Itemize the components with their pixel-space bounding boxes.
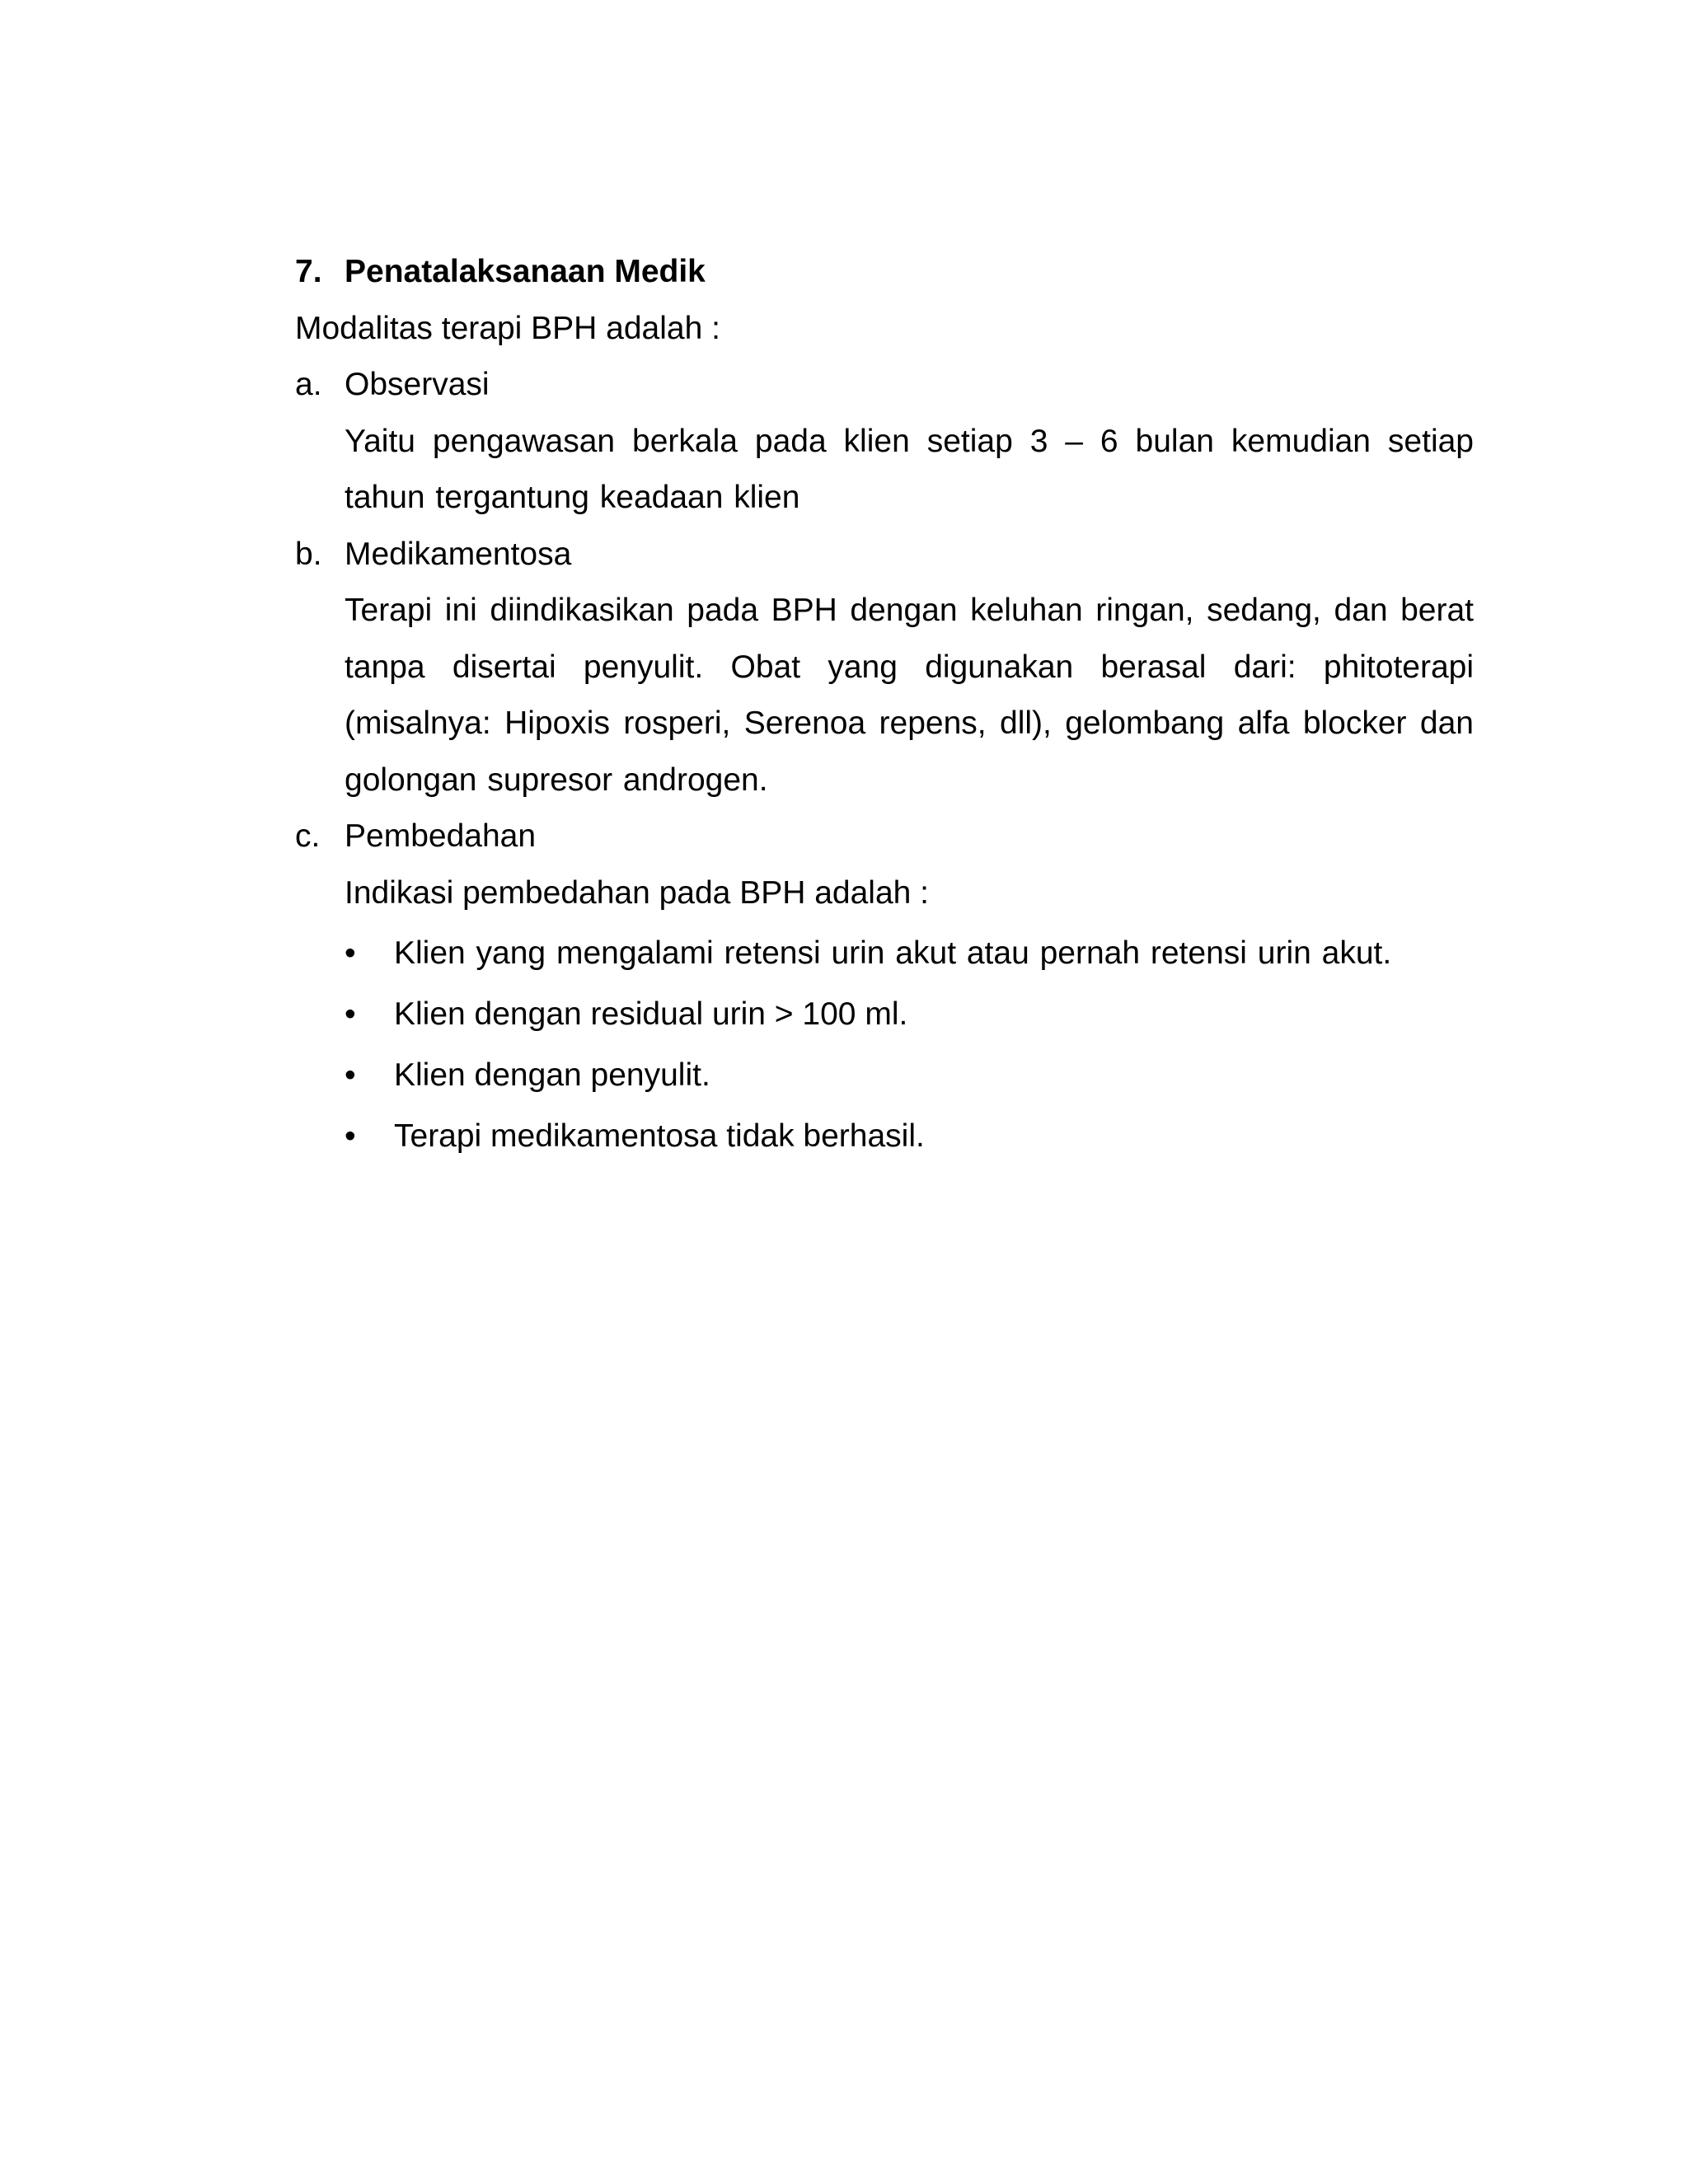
bullet-icon: • — [345, 1118, 356, 1154]
section-number: 7. — [295, 254, 322, 289]
bullet-icon: • — [345, 1057, 356, 1093]
bullet-icon: • — [345, 996, 356, 1032]
item-b-letter: b. — [295, 536, 322, 572]
item-a-letter: a. — [295, 367, 322, 402]
bullet-icon: • — [345, 935, 356, 971]
item-a-body: Yaitu pengawasan berkala pada klien setiap 3 – 6 bulan kemudian setiap tahun tergantung keadaan klien — [345, 423, 1474, 515]
item-a-heading — [295, 357, 1474, 414]
indication-list — [345, 925, 1474, 1165]
item-b-body: Terapi ini diindikasikan pada BPH dengan keluhan ringan, sedang, dan berat tanpa disertai penyulit. Obat yang digunakan berasal dari: phitoterapi (misalnya: Hipoxis rosperi, Serenoa repens, dll), gelombang alfa blocker dan golongan supresor androgen. — [345, 593, 1474, 798]
list-item — [345, 925, 1474, 982]
item-c-title: Pembedahan — [345, 818, 537, 854]
item-b-title: Medikamentosa — [345, 536, 572, 572]
list-item — [345, 1108, 1474, 1165]
list-item — [345, 1047, 1474, 1104]
document-content — [295, 244, 1474, 1169]
list-item-text: Klien dengan penyulit. — [394, 1057, 710, 1093]
list-item-text: Klien dengan residual urin > 100 ml. — [394, 996, 908, 1032]
item-c-body: Indikasi pembedahan pada BPH adalah : — [345, 874, 930, 911]
section-heading — [295, 244, 1474, 301]
list-item — [345, 986, 1474, 1043]
item-c-letter: c. — [295, 818, 321, 854]
intro-text: Modalitas terapi BPH adalah : — [295, 310, 720, 346]
list-item-text: Terapi medikamentosa tidak berhasil. — [394, 1118, 925, 1154]
section-title: Penatalaksanaan Medik — [345, 254, 706, 289]
item-c-heading — [295, 808, 1474, 865]
item-b-heading — [295, 527, 1474, 583]
item-a-title: Observasi — [345, 367, 490, 402]
list-item-text: Klien yang mengalami retensi urin akut atau pernah retensi urin akut. — [394, 935, 1392, 971]
